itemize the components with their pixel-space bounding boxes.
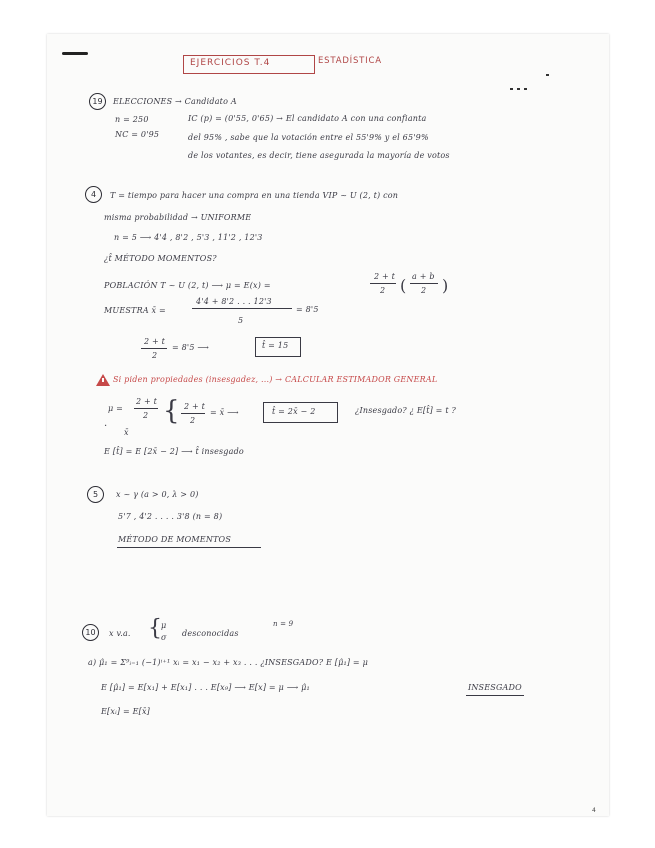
ex4-pop-fraction-num: 2 + t xyxy=(374,272,396,281)
fraction-line xyxy=(181,413,205,414)
ex10-line-4: E[xᵢ] = E[x̄] xyxy=(101,707,150,716)
ex4-estimator: t̂ = 2x̄ − 2 xyxy=(272,407,316,416)
page-number: 4 xyxy=(592,807,596,814)
ex19-line-3: de los votantes, es decir, tiene asegurada la mayoría de votos xyxy=(188,151,450,160)
ex4-line-3: n = 5 ⟶ 4'4 , 8'2 , 5'3 , 11'2 , 12'3 xyxy=(114,233,263,242)
ex4-eq-fraction-num: 2 + t xyxy=(144,337,166,346)
ex4-sample-fraction-den: 5 xyxy=(238,316,244,325)
fraction-line xyxy=(141,348,167,349)
ex4-warning-note: Si piden propiedades (insesgadez, ...) → CALCULAR ESTIMADOR GENERAL xyxy=(113,375,438,384)
ex4-line-4: ¿t̂ MÉTODO MOMENTOS? xyxy=(104,254,217,263)
ex10-sigma: σ xyxy=(161,633,167,642)
ex19-heading: ELECCIONES → Candidato A xyxy=(113,97,237,106)
underline xyxy=(466,695,524,696)
ex4-eq-result: = 8'5 ⟶ xyxy=(172,343,210,352)
ex4-line-1: T = tiempo para hacer una compra en una tienda VIP ~ U (2, t) con xyxy=(110,191,399,200)
ex4-ab-fraction-num: a + b xyxy=(412,272,435,281)
fraction-line xyxy=(370,283,396,284)
paren-open: ( xyxy=(400,276,407,295)
pen-dash-mark xyxy=(62,52,88,55)
ex4-sample-label: MUESTRA x̄ = xyxy=(104,306,166,315)
ex4-sample-fraction-num: 4'4 + 8'2 . . . 12'3 xyxy=(196,297,272,306)
ex4-brace-equation: = x̄ ⟶ xyxy=(210,408,239,417)
ex4-unbiased-question: ¿Insesgado? ¿ E[t̂] = t ? xyxy=(355,406,456,415)
pen-mark xyxy=(546,74,549,76)
ex5-line-2: 5'7 , 4'2 . . . . 3'8 (n = 8) xyxy=(118,512,223,521)
ex5-line-1: x ~ γ (a > 0, λ > 0) xyxy=(116,490,199,499)
pen-mark xyxy=(524,88,527,90)
exercise-number-4: 4 xyxy=(85,186,102,203)
fraction-line xyxy=(410,283,438,284)
pen-mark xyxy=(517,88,520,90)
page-title: EJERCICIOS T.4 xyxy=(190,58,271,68)
page-subtitle: ESTADÍSTICA xyxy=(318,56,382,66)
ex4-eq-fraction-den: 2 xyxy=(152,351,158,360)
ex10-mu: μ xyxy=(161,621,167,630)
ex10-unbiased-label: INSESGADO xyxy=(468,683,522,692)
ex4-mu-fraction-den: 2 xyxy=(143,411,149,420)
ex19-confidence-level: NC = 0'95 xyxy=(115,130,160,139)
ex19-line-1: IC (p) = (0'55, 0'65) → El candidato A con una confianta xyxy=(188,114,427,123)
ex4-mu-label: μ = xyxy=(108,404,124,413)
ex4-population-label: POBLACIÓN T ~ U (2, t) ⟶ μ = E(x) = xyxy=(104,281,271,290)
paren-close: ) xyxy=(442,276,449,295)
ex4-xbar-label: x̄ xyxy=(124,428,129,437)
ex4-sample-result: = 8'5 xyxy=(296,305,319,314)
ex19-line-2: del 95% , sabe que la votación entre el 55'9% y el 65'9% xyxy=(188,133,429,142)
pen-mark xyxy=(510,88,513,90)
ex19-sample-size: n = 250 xyxy=(115,115,149,124)
underline xyxy=(117,547,261,548)
ex10-line-3: E [μ̂₁] = E[x₁] + E[x₁] . . . E[x₉] ⟶ E[x] = μ ⟶ μ̂₁ xyxy=(101,683,310,692)
curly-brace: { xyxy=(148,616,162,641)
ex4-brace-fraction-den: 2 xyxy=(190,416,196,425)
pen-dot: . xyxy=(104,418,108,429)
exercise-number-10: 10 xyxy=(82,624,99,641)
ex10-unknowns: desconocidas xyxy=(182,629,239,638)
ex4-brace-fraction-num: 2 + t xyxy=(184,402,206,411)
ex4-pop-fraction-den: 2 xyxy=(380,286,386,295)
fraction-line xyxy=(134,408,158,409)
ex10-part-a: a) μ̂₁ = Σ⁹ᵢ₌₁ (−1)ⁱ⁺¹ xᵢ = x₁ − x₂ + x₃ . . . ¿INSESGADO? E [μ̂₁] = μ xyxy=(88,658,368,667)
fraction-line xyxy=(192,308,292,309)
warning-icon xyxy=(96,374,110,386)
ex4-mu-fraction-num: 2 + t xyxy=(136,397,158,406)
ex5-method: MÉTODO DE MOMENTOS xyxy=(118,535,231,544)
exercise-number-19: 19 xyxy=(89,93,106,110)
ex4-expectation: E [t̂] = E [2x̄ − 2] ⟶ t̂ insesgado xyxy=(104,447,244,456)
ex10-sample-size: n = 9 xyxy=(273,620,294,628)
ex4-answer: t̂ = 15 xyxy=(262,341,289,350)
curly-brace: { xyxy=(163,396,180,426)
ex4-ab-fraction-den: 2 xyxy=(421,286,427,295)
ex10-variable: x v.a. xyxy=(109,629,131,638)
ex4-line-2: misma probabilidad → UNIFORME xyxy=(104,213,252,222)
exercise-number-5: 5 xyxy=(87,486,104,503)
